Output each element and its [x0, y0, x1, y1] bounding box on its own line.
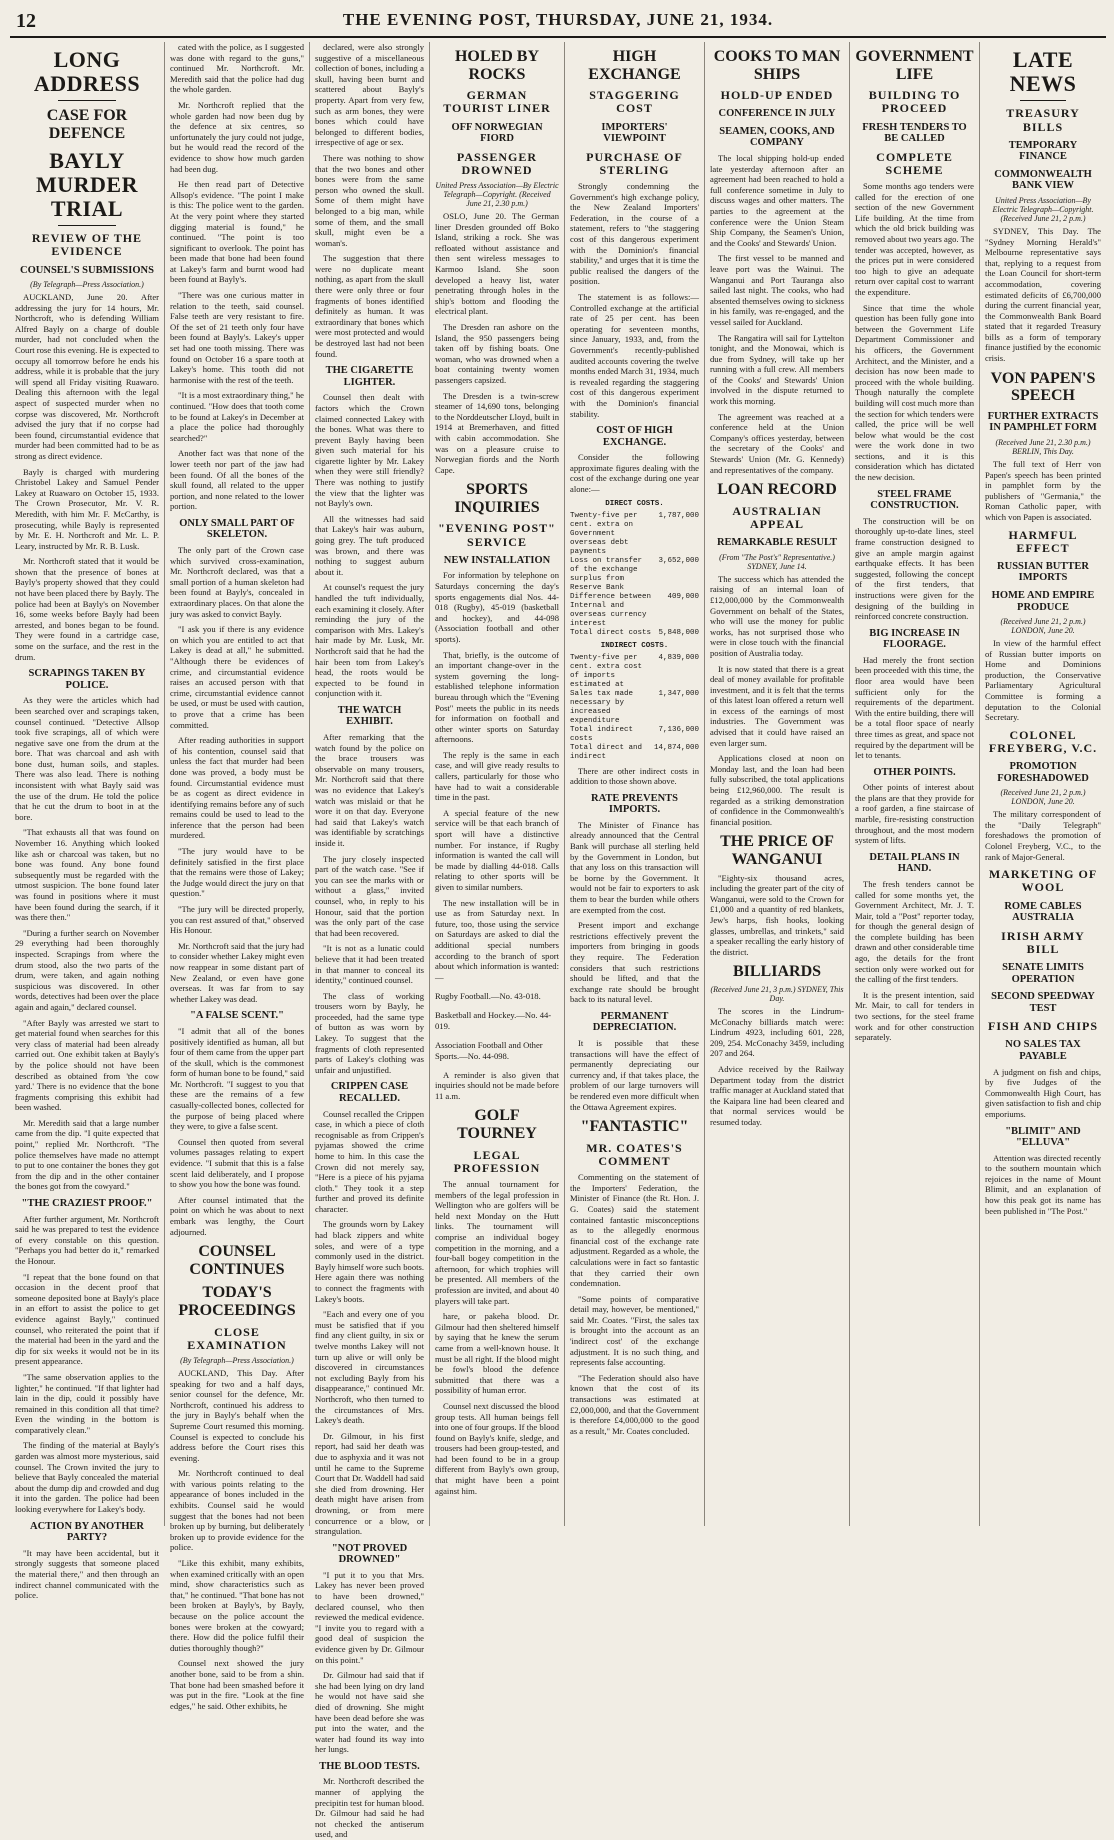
article-paragraph: Dr. Gilmour had said that if she had been lying on dry land he would not have said she died of drowning. She might have been dead before she was put into the water, and the water had found its way into her lungs. — [315, 1670, 424, 1755]
article-paragraph: Applications closed at noon on Monday last, and the loan had been fully subscribed, the total applications being £12,960,000. The result is regarded as a striking demonstration of confidence in the Commonwealth's financial position. — [710, 753, 844, 827]
headline: TREASURY BILLS — [1006, 106, 1080, 134]
article-paragraph: Commenting on the statement of the Importers' Federation, the Minister of Finance (the Rt. Hon. J. G. Coates) said the statement contained fantastic misconceptions as to the allegedly enormous financial cost of the exchange rate adjustment. Regarded as a whole, the calculations were in fact so fantastic that they carried their own condemnation. — [570, 1172, 699, 1289]
headline: "FANTASTIC" — [580, 1118, 689, 1136]
headline: HOLED BY ROCKS — [454, 48, 539, 83]
headline: THE CIGARETTE LIGHTER. — [325, 365, 414, 388]
headline: THE WATCH EXHIBIT. — [337, 704, 402, 728]
column-6 — [705, 42, 850, 1526]
article-paragraph: "Like this exhibit, many exhibits, when examined critically with an open mind, show characteristics such as that," he continued. "That bone has not been broken at Bayly's, by Bayly, because on the police account the bones were broken at the cowyard; there. How did the police fulfil their duties thoroughly though?" — [170, 1558, 304, 1653]
dateline: (Received June 21, 2.30 p.m.) BERLIN, This Day. — [995, 437, 1091, 456]
article-paragraph: The finding of the material at Bayly's garden was almost more mysterious, said counsel. The Crown invited the jury to believe that Bayly concealed the material about the dump dip and crowded and dug it into the garden. The police had been looking everywhere for Lakey's body. — [15, 1440, 159, 1515]
article-paragraph: "That exhausts all that was found on November 16. Anything which looked like ash or charcoal was taken, but no bone was found. Any bone found subsequently must be regarded with the utmost suspicion. The bone found later was found in positions where it must have been found during the search, if it was there then." — [15, 827, 159, 923]
dateline: (Received June 21, 2 p.m.) LONDON, June 20. — [1000, 788, 1086, 807]
article-paragraph: "There was one curious matter in relation to the teeth, said counsel. False teeth are very resistant to fire. Of the set of 21 teeth only four have been found at Bayly's. Lakey's upper set had one tooth missing. There was found on October 16 a spare tooth at Lakey's home. This tooth did not harmonise with the rest of the teeth. — [170, 290, 304, 385]
headline: CASE FOR DEFENCE — [46, 107, 128, 142]
headline: BIG INCREASE IN FLOORAGE. — [869, 627, 960, 651]
article-paragraph: The local shipping hold-up ended late yesterday afternoon after an agreement had been reached to hold a full conference sometime in July to discuss wages and other matters. The parties to the agreement at the conference were the Union Steam Ship Company, the Seamen's Union, and the Cooks' and Stewards' Union. — [710, 153, 844, 248]
headline: IMPORTERS' VIEWPOINT — [601, 121, 668, 145]
table-cell-value: 1,787,000 — [658, 511, 699, 520]
headline: THE BLOOD TESTS. — [319, 1760, 420, 1772]
article-paragraph: "During a further search on November 29 everything had been thoroughly inspected. Scrapings from where the drum stood, also the two parts of the drum, were taken, and again nothing suspicious was discovered. In other words, detectives had been over the place again and again," declared counsel. — [15, 927, 159, 1012]
headline: ROME CABLES AUSTRALIA — [1004, 900, 1082, 924]
headline: PROMOTION FORESHADOWED — [997, 761, 1089, 784]
article-paragraph: Advice received by the Railway Department today from the district traffic manager at Auckland stated that the Kaipara line had been cleared and that normal services would be resumed today. — [710, 1063, 844, 1127]
table-cell-label: Total indirect costs — [570, 725, 634, 743]
headline: VON PAPEN'S SPEECH — [990, 369, 1096, 405]
article-paragraph: The new installation will be in use as from Saturday next. In future, too, those using the service on Saturdays are asked to dial the additional special numbers according to the branch of sport about which information is wanted:— — [435, 897, 559, 982]
table-row — [570, 512, 699, 557]
dateline: (By Telegraph—Press Association.) — [180, 1355, 294, 1365]
headline: "BLIMIT" AND "ELLUVA" — [1005, 1125, 1081, 1149]
article-paragraph: The fresh tenders cannot be called for some months yet, the Government Architect, Mr. J. T. Mair, told a "Post" reporter today, for though the general design of the complete building has been drawn and other considerable time ago, the details for the front section only were worked out for the calling of the first tenders. — [855, 878, 974, 985]
article-paragraph: declared, were also strongly suggestive of a miscellaneous collection of bones, including a skull, having been burnt and scattered about Bayly's property. Apart from very few, such as arm bones, they were bones which could have belonged to different bodies, irrespective of age or sex. — [315, 42, 424, 148]
table-cell-value: 1,347,000 — [658, 689, 699, 698]
headline: GERMAN TOURIST LINER — [443, 88, 551, 116]
headline: BILLIARDS — [732, 963, 822, 981]
headline: COMMONWEALTH BANK VIEW — [994, 168, 1092, 192]
headline: STEEL FRAME CONSTRUCTION. — [870, 488, 959, 512]
headline: OTHER POINTS. — [873, 766, 956, 778]
headline: FURTHER EXTRACTS IN PAMPHLET FORM — [987, 410, 1099, 434]
article-paragraph: Counsel then quoted from several volumes passages relating to expert evidence. "I submit that this is a false scent laid deliberately, and I propose to show you how the bone was found. — [170, 1136, 304, 1190]
headline-rule — [58, 100, 116, 101]
dateline: (Received June 21, 2 p.m.) LONDON, June 20. — [1000, 617, 1086, 636]
article-paragraph: There was nothing to show that the two bones and other bones were from the same person who owned the skull. Some of them might have belonged to a big man, while some of them, and the small skull, might even be a woman's. — [315, 152, 424, 248]
article-paragraph: The Dresden ran ashore on the Island, the 950 passengers being taken off by fishing boats. One woman, who was drowned when a boat containing twenty women passengers capsized. — [435, 321, 559, 385]
table-row — [570, 557, 699, 593]
article-paragraph: The reply is the same in each case, and will give ready results to callers, particularly for those who have had to wait a considerable time in the past. — [435, 749, 559, 803]
article-paragraph: The annual tournament for members of the legal profession in Wellington who are golfers will be held next Monday on the Hutt links. The tournament will comprise an individual bogey competition in the morning, and a four-ball bogey competition in the afternoon, for which trophies will be presented. All members of the profession are invited, and about 40 players will take part. — [435, 1179, 559, 1306]
article-paragraph: The suggestion that there were no duplicate meant nothing, as apart from the skull there were only three or four fragments of bones identified definitely as human. It was extraordinary that bones which were most protected and would be destroyed last had not been found. — [315, 253, 424, 359]
article-paragraph: Mr. Northcroft said that the jury had to consider whether Lakey might even now reappear in some distant part of New Zealand, or even have gone overseas. It was far from to say whether Lakey was dead. — [170, 940, 304, 1004]
article-paragraph: After further argument, Mr. Northcroft said he was prepared to test the evidence of every constable on this question. "Perhaps you had better do it," remarked the Honour. — [15, 1213, 159, 1266]
headline: REVIEW OF THE EVIDENCE — [31, 231, 143, 259]
table-cell-label: Total direct costs — [570, 628, 652, 637]
article-paragraph: "I repeat that the bone found on that occasion in the decent proof that someone deposited bone at Bayly's place in an effort to assist the police to get evidence against Bayly," continued counsel, who reiterated the point that if the material had been in the yard and the dip for six weeks it would not be in its present appearance. — [15, 1271, 159, 1367]
article-paragraph: Attention was directed recently to the southern mountain which rejoices in the name of Mount Blimit, and an explanation of how this peak got its name has been published in "The Post." — [985, 1152, 1101, 1216]
article-paragraph: Present import and exchange restrictions effectively prevent the importers from bringing in goods they require. The Federation considers that such restrictions should be lifted, and that the exchange rate should be brought back to its natural level. — [570, 920, 699, 1005]
headline: PERMANENT DEPRECIATION. — [592, 1010, 677, 1034]
table-cell-value: 14,874,000 — [653, 743, 699, 752]
table-heading: INDIRECT COSTS. — [600, 641, 669, 650]
article-paragraph: The scores in the Lindrum-McConachy billiards match were: Lindrum 4923, including 601, 228, 209, 254. McConachy 3459, including 207 and 264. — [710, 1005, 844, 1059]
article-paragraph: Had merely the front section been proceeded with this time, the floor area would have been sufficient only for the requirements of the department. With the entire building, there will be a total floor space of nearly three times as great, and space not required by the department will be let to tenants. — [855, 654, 974, 761]
article-paragraph: The only part of the Crown case which survived cross-examination, Mr. Northcroft declared, was that a small portion of a human skeleton had been found at Bayly's, concealed in extraordinary places. On that alone the jury was asked to convict Bayly. — [170, 545, 304, 619]
article-paragraph: All the witnesses had said that Lakey's hair was auburn, going grey. The tuft produced was brown, and there was nothing to suggest auburn about it. — [315, 513, 424, 577]
table-cell-label: Difference between Internal and overseas currency interest — [570, 592, 652, 628]
headline: CLOSE EXAMINATION — [187, 1324, 287, 1352]
headline: FRESH TENDERS TO BE CALLED — [862, 121, 967, 145]
article-paragraph: The success which has attended the raising of an internal loan of £12,000,000 by the Commonwealth Government on behalf of the States, who will use the money for public works, has not surprised those who were in close touch with the financial position of Australia today. — [710, 573, 844, 658]
table-row — [570, 629, 699, 638]
headline: LOAN RECORD — [717, 481, 837, 499]
figures-table — [570, 642, 699, 762]
headline: IRISH ARMY BILL — [1001, 928, 1085, 956]
headline: SEAMEN, COOKS, AND COMPANY — [719, 125, 835, 149]
headline: ACTION BY ANOTHER PARTY? — [30, 1520, 144, 1544]
list-item: Rugby Football.—No. 43-018. — [435, 990, 541, 1001]
newspaper-page — [10, 6, 1106, 1840]
column-2 — [165, 42, 310, 1711]
headline: "NOT PROVED DROWNED" — [331, 1542, 408, 1566]
headline: HARMFUL EFFECT — [1008, 527, 1078, 555]
article-paragraph: A special feature of the new service will be that each branch of sport will have a distinctive number. For instance, if Rugby information is wanted the call will be made by dialling 44-018. Calls relating to other sports will be given to similar numbers. — [435, 807, 559, 893]
article-paragraph: Counsel next showed the jury another bone, said to be from a shin. That bone had been smashed before it was put in the fire. "Look at the fine edges," he said. Other exhibits, he — [170, 1658, 304, 1711]
article-paragraph: "The same observation applies to the lighter," he continued. "If that lighter had lain in the dip, could it possibly have remained in this condition all that time? Even the winding in the bottom is comparatively clean." — [15, 1371, 159, 1435]
headline: PURCHASE OF STERLING — [586, 149, 683, 177]
table-cell-label: Total direct and indirect — [570, 743, 643, 761]
table-cell-value: 7,136,000 — [658, 725, 699, 734]
headline: COMPLETE SCHEME — [876, 149, 953, 177]
article-paragraph: The full text of Herr von Papen's speech has been printed in pamphlet form by the publishers of "Germania," the Roman Catholic paper, with which von Papen is associated. — [985, 458, 1101, 522]
headline: GOLF TOURNEY — [457, 1107, 537, 1143]
article-paragraph: The class of working trousers worn by Bayly, he proceeded, had the same type of button as was worn by Lakey. To suggest that the fragments of cloth represented parts of Lakey's clothing was unfair and unjustified. — [315, 990, 424, 1075]
column-5 — [565, 42, 705, 1526]
headline: AUSTRALIAN APPEAL — [732, 503, 822, 532]
article-paragraph: It is now stated that there is a great deal of money available for profitable investment, and it is felt that the terms of this latest loan offered a return well in excess of the earnings of most industries. The Government was advised that it could have raised an even larger sum. — [710, 663, 844, 748]
article-paragraph: The military correspondent of the "Daily Telegraph" foreshadows the promotion of Colonel Freyberg, V.C., to the rank of Major-General. — [985, 809, 1101, 862]
article-paragraph: Bayly is charged with murdering Christobel Lakey and Samuel Pender Lakey at Ruawaro on October 15, 1933. The Crown Prosecutor, Mr. V. R. Meredith, with him Mr. F. McCarthy, is prosecuting, while Bayly is represented by Mr. E. H. Northcroft and Mr. L. P. Leary, instructed by Mr. R. B. Lusk. — [15, 466, 159, 551]
article-paragraph: In view of the harmful effect of Russian butter imports on Home and Dominions production, the Conservative Parliamentary Agricultural Committee is forming a deputation to the Colonial Secretary. — [985, 638, 1101, 723]
article-paragraph: "I ask you if there is any evidence on which you are entitled to act that Lakey is dead at all," he submitted. "Although there be evidences of crime, and circumstantial evidence raises an accused person with that crime, circumstantial evidence cannot be used, or must be used with caution, to prove that a crime has been committed. — [170, 624, 304, 730]
article-paragraph: Mr. Northcroft replied that the whole garden had now been dug by the defence at six centres, so unfortunately the jury could not judge, but he would read the record of the evidence to show how much garden had been dug. — [170, 99, 304, 174]
article-paragraph: After counsel intimated that the point on which he was about to next embark was lengthy, the Court adjourned. — [170, 1194, 304, 1237]
headline: TODAY'S PROCEEDINGS — [178, 1284, 296, 1319]
article-paragraph: "The jury would have to be definitely satisfied in the first place that the remains were those of Lakey; the Judge would direct the jury on that question." — [170, 846, 304, 899]
headline-rule — [58, 225, 116, 226]
headline: "THE CRAZIEST PROOF." — [21, 1198, 153, 1210]
headline: TEMPORARY FINANCE — [1008, 139, 1078, 163]
headline: CONFERENCE IN JULY — [718, 108, 836, 120]
page-number: 12 — [16, 10, 36, 32]
article-paragraph: The statement is as follows:— Controlled exchange at the artificial rate of 25 per cent. has been operating for seventeen months, since January, 1933, and, from the Government's recently-published audited accounts covering the twelve months ended March 31, 1934, much is revealed regarding the staggering cost of this dangerous experiment with the Dominion's financial stability. — [570, 291, 699, 419]
article-paragraph: The Minister of Finance has already announced that the Central Bank will purchase all sterling held by the Government in London, but that any loss on this transaction will be borne by the Government. It would not be fair to exporters to ask them to bear the burden while others are exempted from the cost. — [570, 819, 699, 915]
article-paragraph: The agreement was reached at a conference held at the Union Company's offices yesterday, between the secretary of the Cooks' and Stewards' Union (Mr. G. Kennedy) and representatives of the company. — [710, 411, 844, 475]
columns-area — [10, 42, 1106, 1840]
table-row — [570, 690, 699, 726]
headline: SCRAPINGS TAKEN BY POLICE. — [28, 668, 146, 691]
figures-table — [570, 500, 699, 638]
article-paragraph: It is the present intention, said Mr. Mair, to call for tenders in two sections, for the steel frame work and for other construction separately. — [855, 989, 974, 1043]
dateline: United Press Association—By Electric Telegraph—Copyright. (Received June 21, 2.30 p.m.) — [435, 181, 559, 209]
article-paragraph: There are other indirect costs in addition to those shown above. — [570, 765, 699, 787]
article-paragraph: "It is not as a lunatic could believe that it had been treated in that manner to conceal its identity," continued counsel. — [315, 943, 424, 986]
headline: THE PRICE OF WANGANUI — [720, 833, 834, 868]
column-4 — [430, 42, 565, 1526]
headline: RATE PREVENTS IMPORTS. — [590, 792, 679, 816]
headline: BAYLY MURDER TRIAL — [36, 147, 138, 221]
headline: HOME AND EMPIRE PRODUCE — [991, 589, 1095, 613]
table-cell-label: Loss on transfer of the exchange surplus from Reserve Bank — [570, 556, 643, 592]
headline: COUNSEL CONTINUES — [189, 1243, 285, 1278]
headline: REMARKABLE RESULT — [716, 537, 838, 549]
headline: "A FALSE SCENT." — [190, 1010, 284, 1022]
table-row — [570, 654, 699, 690]
table-cell-label: Sales tax made necessary by increased expenditure — [570, 689, 634, 725]
table-cell-value: 409,000 — [667, 592, 699, 601]
article-paragraph: "The jury will be directed properly, you can rest assured of that," observed His Honour. — [170, 904, 304, 936]
column-3 — [310, 42, 430, 1840]
article-paragraph: That, briefly, is the outcome of an important change-over in the system governing the long-established telephone information bureau through which the "Evening Post" meets the public in its needs for information on football and other winter sports on Saturday afternoons. — [435, 649, 559, 745]
article-paragraph: SYDNEY, This Day. The "Sydney Morning Herald's" Melbourne representative says that, replying to a request from the Loan Council for short-term accommodation, covering estimated deficits of £6,700,000 during the current financial year, the Commonwealth Bank Board stated that it regarded Treasury bills as a form of temporary finance justified by the economic crisis. — [985, 225, 1101, 364]
article-paragraph: It is possible that these transactions will have the effect of permanently depreciating our currency and, if that takes place, the problem of our large turnovers will be rendered even more difficult when the Ottawa Agreement expires. — [570, 1038, 699, 1112]
article-paragraph: For information by telephone on Saturdays concerning the day's sports engagements dial Nos. 44-018 (Rugby), 45-019 (basketball and hockey), and 44-098 (Association football and other sports). — [435, 570, 559, 644]
headline: HIGH EXCHANGE — [588, 48, 681, 83]
table-row — [570, 744, 699, 762]
table-row — [570, 593, 699, 629]
article-paragraph: Dr. Gilmour, in his first report, had said her death was due to asphyxia and it was not until he came to the Supreme Court that Dr. Waddell had said she died from drowning. Her death might have arisen from drowning, or from mere concurrence or a blow, or strangulation. — [315, 1430, 424, 1537]
article-paragraph: "The Federation should also have known that the cost of its transactions was estimated at £2,000,000, and that the Government is therefore £4,000,000 to the good as a result," Mr. Coates concluded. — [570, 1372, 699, 1436]
article-paragraph: Since that time the whole question has been fully gone into between the Government Life Department Commissioner and his officers, the Government Architect, and the Minister, and a decision has now been made to proceed with the whole building. Though naturally the complete building will cost much more than the section for which tenders were called, the price will be well below what would be the cost were the work done in two sections, and it is this consideration which has dictated the new decision. — [855, 302, 974, 483]
column-1 — [10, 42, 165, 1601]
article-paragraph: A reminder is also given that inquiries should not be made before 11 a.m. — [435, 1069, 559, 1101]
article-paragraph: "Some points of comparative detail may, however, be mentioned," said Mr. Coates. "First, the sales tax is brought into the account as an 'indirect cost' of the exchange adjustment. It is no such thing, and represents false accounting. — [570, 1293, 699, 1368]
headline: COUNSEL'S SUBMISSIONS — [20, 264, 154, 276]
article-paragraph: "It is a most extraordinary thing," he continued. "How does that tooth come to be found at Lakey's in December at a place the police had thoroughly searched?" — [170, 390, 304, 443]
article-paragraph: Counsel recalled the Crippen case, in which a piece of cloth recognisable as from Crippen's pyjamas showed the crime home to him. In this case the Crown did not merely say, "Here is a piece of his pyjama cloth." They took it a step further and proved its definite character. — [315, 1108, 424, 1214]
article-paragraph: He then read part of Detective Allsop's evidence. "The point I make is this: The police went to the garden. At the very point where they started digging material is found," he continued. "The point is too significant to overlook. The point has been made that bone had been found at Lakey's farm and burnt wood had been found at Bayly's. — [170, 179, 304, 285]
article-paragraph: Mr. Northcroft described the manner of applying the precipitin test for human blood. Dr. Gilmour had said he had not checked the antiserum used, and — [315, 1776, 424, 1840]
masthead — [10, 6, 1106, 38]
column-7 — [850, 42, 980, 1526]
article-paragraph: The first vessel to be manned and leave port was the Wainui. The Wanganui and Port Tauranga also sailed last night. The cooks, who had absented themselves owing to sickness in his family, was re-engaged, and the vessel sailed for Auckland. — [710, 253, 844, 327]
headline: CRIPPEN CASE RECALLED. — [330, 1081, 409, 1104]
table-cell-value: 3,652,000 — [658, 556, 699, 565]
table-row — [570, 726, 699, 744]
article-paragraph: Some months ago tenders were called for the erection of one section of the new Government Life building. At the time from which the old brick building was removed about two years ago. The tender was accepted, however, as the prices put in were considered too high to give an adequate return over capital cost to warrant the expenditure. — [855, 181, 974, 297]
column-8 — [980, 42, 1106, 1526]
article-paragraph: After remarking that the watch found by the police on the brace trousers was observable on many trousers, Mr. Northcroft said that there was no evidence that Lakey's watch was mislaid or that he wore it on that day. Everyone had said that Lakey's watch was identifiable by scratchings inside it. — [315, 732, 424, 848]
article-paragraph: "Eighty-six thousand acres, including the greater part of the city of Wanganui, were sold to the Crown for £1,000 and a quantity of red blankets, Jew's harps, fish hooks, looking glasses, umbrellas, and trinkets," said a speaker recalling the early history of the district. — [710, 872, 844, 957]
article-paragraph: The Dresden is a twin-screw steamer of 14,690 tons, belonging to the Norddeutscher Lloyd, built in 1914 at Bremerhaven, and fitted with cabin accommodation. She was on a pleasure cruise to Norwegian fiords and the North Cape. — [435, 390, 559, 475]
list-item: Basketball and Hockey.—No. 44-019. — [435, 1010, 552, 1031]
headline: SECOND SPEEDWAY TEST — [991, 991, 1095, 1014]
headline: LATE NEWS — [1009, 47, 1077, 97]
headline: DETAIL PLANS IN HAND. — [869, 851, 960, 875]
newspaper-title: THE EVENING POST, THURSDAY, JUNE 21, 1934. — [342, 10, 774, 29]
list-item: Association Football and Other Sports.—No. 44-098. — [435, 1039, 543, 1061]
headline: NEW INSTALLATION — [443, 554, 551, 566]
article-paragraph: A judgment on fish and chips, by five Judges of the Commonwealth High Court, has given satisfaction to fish and chip emporiums. — [985, 1066, 1101, 1119]
table-cell-label: Twenty-five per cent. extra cost of imports estimated at — [570, 653, 643, 689]
article-paragraph: "After Bayly was arrested we start to get material found when searches for this very class of material had been already carried out. One exhibit taken at Bayly's by the police should not have been described as obtained from 'the cow yard.' There is no evidence that the bone fragments comprising this exhibit had been washed. — [15, 1017, 159, 1113]
headline: BUILDING TO PROCEED — [868, 88, 961, 116]
article-paragraph: The grounds worn by Lakey had black zippers and white soles, and were of a type commonly used in the district. Bayly himself wore such boots. Here again there was nothing to connect the fragments with Lakey's boots. — [315, 1219, 424, 1304]
headline: ONLY SMALL PART OF SKELETON. — [179, 517, 295, 541]
headline: FISH AND CHIPS — [987, 1019, 1099, 1034]
article-paragraph: The jury closely inspected part of the watch case. "See if you can see the marks with or without a glass," invited counsel, who, in reply to his Honour, said that the portion was the only part of the case that had been recovered. — [315, 853, 424, 938]
headline: LONG ADDRESS — [33, 47, 141, 97]
table-cell-value: 5,848,000 — [658, 628, 699, 637]
headline: HOLD-UP ENDED — [720, 88, 834, 103]
article-paragraph: hare, or pakeha blood. Dr. Gilmour had then sheltered himself by saying that he knew the serum came from a well-known house. It must be all right. If the blood might be fowl's blood the defence submitted that there was a possibility of human error. — [435, 1311, 559, 1396]
dateline: United Press Association—By Electric Telegraph—Copyright. (Received June 21, 2 p.m.) — [992, 195, 1094, 223]
article-paragraph: OSLO, June 20. The German liner Dresden grounded off Boko Island, striking a rock. She was refloated without assistance and then sent wireless messages to Karmoo Island. She soon developed a heavy list, water penetrating through holes in the ship's bottom and flooding the electrical plant. — [435, 211, 559, 317]
headline: GOVERNMENT LIFE — [855, 48, 974, 83]
article-paragraph: Other points of interest about the plans are that they provide for a roof garden, a fine staircase of marble, fire-resisting construction throughout, and the most modern system of lifts. — [855, 782, 974, 846]
article-paragraph: Consider the following approximate figures dealing with the cost of the exchange during one year alone:— — [570, 452, 699, 494]
dateline: (By Telegraph—Press Association.) — [30, 280, 144, 290]
table-heading: DIRECT COSTS. — [605, 499, 664, 508]
headline: SENATE LIMITS OPERATION — [1002, 962, 1084, 985]
headline: MARKETING OF WOOL — [988, 867, 1098, 895]
headline: MR. COATES'S COMMENT — [586, 1140, 683, 1168]
article-paragraph: Counsel then dealt with factors which the Crown claimed connected Lakey with the bones. What was there to prevent Bayly having been given such material for his cigarette lighter by Mr. Lakey when they were still friendly? There was nothing to justify the view that the lighter was not Bayly's own. — [315, 392, 424, 509]
article-paragraph: Another fact was that none of the lower teeth nor part of the jaw had been found. Of all the bones of the skull found, all related to the upper portion, and none related to the lower portion. — [170, 448, 304, 512]
headline: RUSSIAN BUTTER IMPORTS — [997, 560, 1089, 584]
article-paragraph: The construction will be on thoroughly up-to-date lines, steel frame construction designed to give an ample margin against earthquake effects. It has been suggested, following the concept of the first tenders, that instructions were given for the designing of the building in reinforced concrete construction. — [855, 515, 974, 622]
headline: PASSENGER DROWNED — [456, 149, 538, 177]
article-paragraph: Mr. Meredith said that a large number came from the dip. "I quite expected that point," replied Mr. Northcroft. "The police themselves have made no attempt to put to one container the bones they got from the dip and in the other container the bones got from the cowyard." — [15, 1117, 159, 1192]
article-paragraph: After reading authorities in support of his contention, counsel said that unless the fact that murder had been done was proved, a body must be found. Circumstantial evidence must be as cogent as direct evidence in identifying remains before any of such remains could be used to lead to the inference that the person had been murdered. — [170, 735, 304, 841]
headline: STAGGERING COST — [589, 88, 680, 116]
headline: COOKS TO MAN SHIPS — [713, 48, 841, 83]
article-paragraph: The Rangatira will sail for Lyttelton tonight, and the Monowai, which is due from Sydney, will take up her running with a full crew. All members of the Cooks' and Stewards' Union involved in the dispute returned to work this morning. — [710, 332, 844, 407]
dateline: (From "The Post's" Representative.) SYDNEY, June 14. — [719, 552, 835, 571]
article-paragraph: Strongly condemning the Government's high exchange policy, the New Zealand Importers' Federation, in the course of a statement, refers to "the staggering cost of this dangerous experiment with the Dominion's financial stability," and urges that it is time the public realised the dangers of the position. — [570, 181, 699, 287]
article-paragraph: "Each and every one of you must be satisfied that if you find any client guilty, in six or twelve months Lakey will not turn up alive or will only be discovered in circumstances not excluding Bayly from his disappearance," continued Mr. Northcroft, who then turned to the circumstances of Mrs. Lakey's death. — [315, 1309, 424, 1426]
article-paragraph: Counsel next discussed the blood group tests. All human beings fell into one of four groups. If the blood found on Bayly's knife, sledge, and trousers had been group-tested, and had been found to be in a group different from Bayly's own group, that might have been a point against him. — [435, 1400, 559, 1496]
headline: SPORTS INQUIRIES — [454, 481, 540, 516]
article-paragraph: At counsel's request the jury handled the tuft individually, each examining it closely. After reminding the jury of the comparison with Mrs. Lakey's hair made by Mr. Lusk, Mr. Northcroft said that he had the hair been tom from Lakey's head, the roots would be expected to be found in conjunction with it. — [315, 582, 424, 699]
table-cell-label: Twenty-five per cent. extra on Government overseas debt payments — [570, 511, 638, 556]
headline: "EVENING POST" SERVICE — [438, 521, 556, 549]
article-paragraph: AUCKLAND, June 20. After addressing the jury for 14 hours, Mr. Northcroft, who is defending William Alfred Bayly on a charge of double murder, had not concluded when the Court rose this evening. He is expected to occupy all tomorrow before he ends his address, while it is probable that the jury will spend all Friday visiting Ruawaro. Dealing this afternoon with the legal aspect of suspected murder when no corpse was discovered, Mr. Northcroft advised the jury that if no corpse had been found, circumstantial evidence that murder had been committed had to be as strong as direct evidence. — [15, 292, 159, 461]
headline: COST OF HIGH EXCHANGE. — [596, 425, 673, 448]
dateline: (Received June 21, 3 p.m.) SYDNEY, This Day. — [710, 984, 844, 1003]
article-paragraph: As they were the articles which had been searched over and scrapings taken, counsel continued. "Detective Allsop took five scrapings, all of which were negative save one from the drum at the bore. That was charcoal and ash with bone dust, human soils, and staples. There was also lead. There is nothing inconsistent with what Bayly said was the use of the drum. He told the police that he cut the drum to boot in at the bore. — [15, 695, 159, 822]
article-paragraph: "It may have been accidental, but it strongly suggests that someone placed the material there," and then through an indirect channel communicated with the police. — [15, 1547, 159, 1601]
article-paragraph: cated with the police, as I suggested was done with regard to the guns," continued Mr. Northcroft. Mr. Meredith said that the police had dug the whole garden. — [170, 42, 304, 95]
article-paragraph: "I admit that all of the bones positively identified as human, all but four of them came from the upper part of the skull, which is the commonest form of human bone to be found," said Mr. Northcroft. "I suggest to you that these are the remains of a few casually-collected bones, collected for the purpose of being placed where they were, to give a false scent. — [170, 1025, 304, 1132]
headline: OFF NORWEGIAN FIORD — [451, 121, 543, 145]
article-paragraph: "I put it to you that Mrs. Lakey has never been proved to have been drowned," declared counsel, who then reviewed the medical evidence. "I invite you to regard with a good deal of suspicion the evidence given by Dr. Gilmour on this point." — [315, 1569, 424, 1665]
headline-rule — [1020, 100, 1066, 101]
headline: LEGAL PROFESSION — [453, 1147, 541, 1175]
article-paragraph: Mr. Northcroft continued to deal with various points relating to the appearance of bones included in the exhibits. Counsel said he would suggest that the bones had not been broken up by burning, but deliberately broken up to provide evidence for the police. — [170, 1468, 304, 1553]
headline: COLONEL FREYBERG, V.C. — [988, 727, 1098, 755]
article-paragraph: Mr. Northcroft stated that it would be shown that the presence of bones at Bayly's property showed that they could not have been placed there by Bayly. The police had been at Bayly's on November 16, some weeks before Bayly had been arrested, and bones began to be found. They were found in a cartridge case, some on the surface, and the rest in the drum. — [15, 556, 159, 662]
table-cell-value: 4,839,000 — [658, 653, 699, 662]
article-paragraph: AUCKLAND, This Day. After speaking for two and a half days, senior counsel for the defence, Mr. Northcroft, continued his address to the jury in Bayly's behalf when the Supreme Court resumed this morning. Counsel is expected to conclude his address before the Court rises this evening. — [170, 1367, 304, 1463]
headline: NO SALES TAX PAYABLE — [1005, 1039, 1081, 1063]
